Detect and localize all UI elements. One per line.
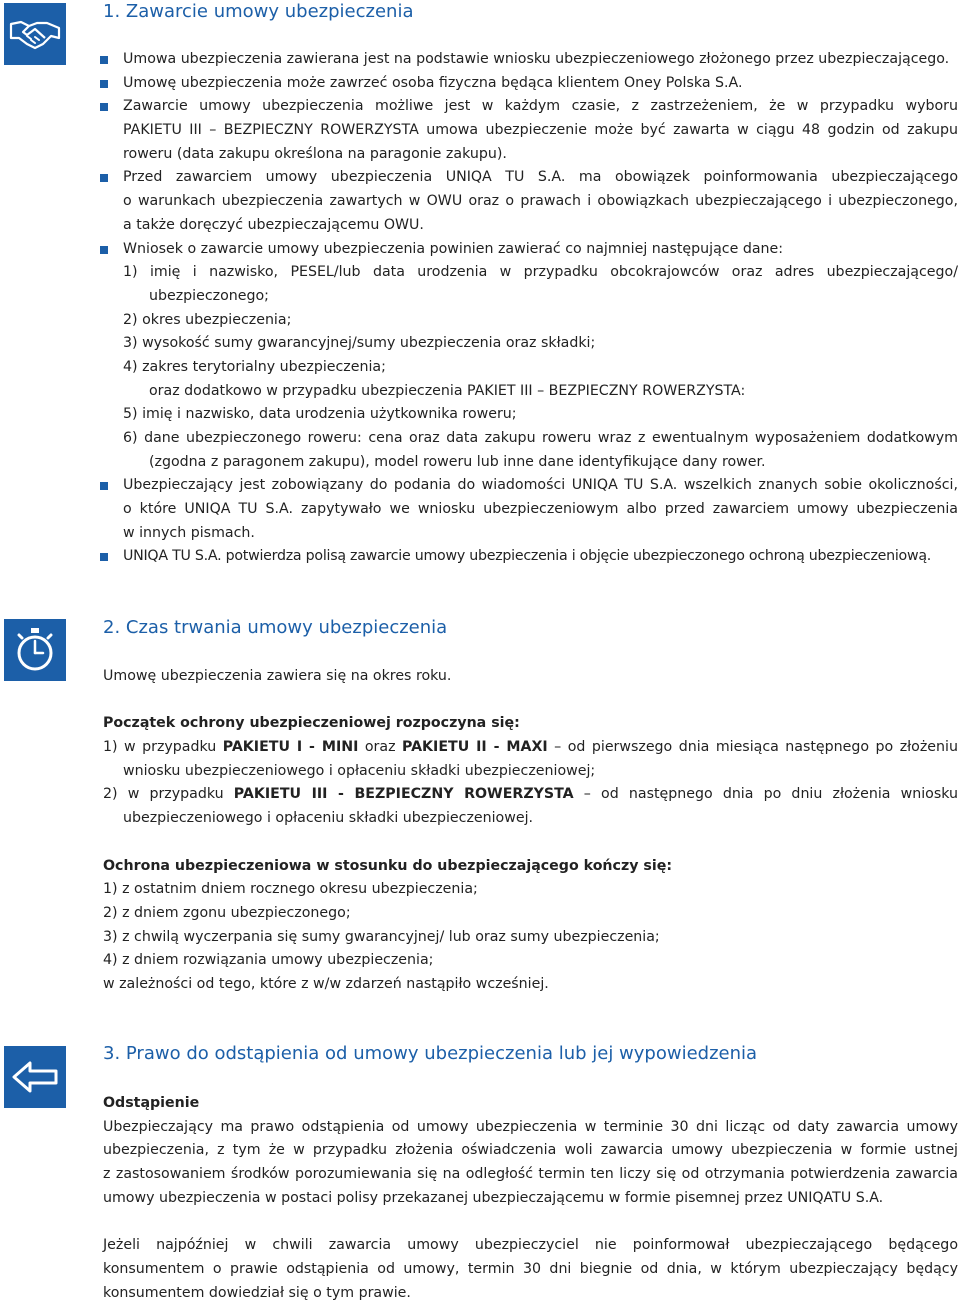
numbered-item-continuation: wniosku ubezpieczeniowego i opłaceniu składki ubezpieczeniowej;: [103, 760, 958, 784]
numbered-item: 3) wysokość sumy gwarancyjnej/sumy ubezpieczenia oraz składki;: [103, 332, 958, 356]
numbered-item: 1) imię i nazwisko, PESEL/lub data urodzenia w przypadku obcokrajowców oraz adres ubezpieczającego/: [103, 261, 958, 285]
paragraph-line: umowy ubezpieczenia w postaci polisy przekazanej ubezpieczającemu w formie pisemnej przez UNIQATU S.A.: [103, 1187, 958, 1211]
section-2-body: [103, 665, 958, 997]
numbered-list-note: oraz dodatkowo w przypadku ubezpieczenia PAKIET III – BEZPIECZNY ROWERZYSTA:: [103, 380, 958, 404]
arrow-left-icon: [10, 1057, 60, 1097]
section-3-body: [103, 1092, 958, 1305]
numbered-item: 3) z chwilą wyczerpania się sumy gwarancyjnej/ lub oraz sumy ubezpieczenia;: [103, 926, 958, 950]
numbered-item-continuation: ubezpieczonego;: [103, 285, 958, 309]
numbered-item: 4) zakres terytorialny ubezpieczenia;: [103, 356, 958, 380]
intro-text: Umowę ubezpieczenia zawiera się na okres roku.: [103, 665, 958, 689]
section-1-body: [103, 48, 958, 569]
paragraph-line: ubezpieczenia, z tym że w przypadku złożenia oświadczenia woli zawarcia umowy ubezpieczenia w formie ustnej: [103, 1139, 958, 1163]
handshake-icon: [9, 14, 61, 54]
list-item-continuation: a także doręczyć ubezpieczającemu OWU.: [103, 214, 958, 238]
list-item-continuation: PAKIETU III – BEZPIECZNY ROWERZYSTA umowa ubezpieczenie może być zawarta w ciągu 48 godzin od zakupu: [103, 119, 958, 143]
numbered-item: 4) z dniem rozwiązania umowy ubezpieczenia;: [103, 949, 958, 973]
subheading: Odstąpienie: [103, 1092, 958, 1116]
list-item: Zawarcie umowy ubezpieczenia możliwe jest w każdym czasie, z zastrzeżeniem, że w przypadku wyboru: [103, 95, 958, 119]
handshake-icon-box: [4, 3, 66, 65]
numbered-item-continuation: ubezpieczeniowego i opłaceniu składki ubezpieczeniowej.: [103, 807, 958, 831]
paragraph-line: konsumentem dowiedział się o tym prawie.: [103, 1282, 958, 1305]
numbered-item: 6) dane ubezpieczonego roweru: cena oraz data zakupu roweru wraz z ewentualnym wyposażeniem dodatkowym: [103, 427, 958, 451]
list-item: Umowa ubezpieczenia zawierana jest na podstawie wniosku ubezpieczeniowego złożonego przez ubezpieczającego.: [103, 48, 958, 72]
list-item: Umowę ubezpieczenia może zawrzeć osoba fizyczna będąca klientem Oney Polska S.A.: [103, 72, 958, 96]
numbered-item: 1) w przypadku PAKIETU I - MINI oraz PAKIETU II - MAXI – od pierwszego dnia miesiąca następnego po złożeniu: [103, 736, 958, 760]
numbered-item: 1) z ostatnim dniem rocznego okresu ubezpieczenia;: [103, 878, 958, 902]
stopwatch-icon-box: [4, 619, 66, 681]
section-1-title: 1. Zawarcie umowy ubezpieczenia: [103, 1, 413, 22]
list-item-continuation: roweru (data zakupu określona na paragonie zakupu).: [103, 143, 958, 167]
list-item-continuation: o które UNIQA TU S.A. zapytywało we wniosku ubezpieczeniowym albo przed zawarciem umowy ubezpieczenia: [103, 498, 958, 522]
list-item: Przed zawarciem umowy ubezpieczenia UNIQA TU S.A. ma obowiązek poinformowania ubezpieczającego: [103, 166, 958, 190]
paragraph-line: konsumentem o prawie odstąpienia od umowy, termin 30 dni biegnie od dnia, w którym ubezpieczający będący: [103, 1258, 958, 1282]
numbered-item: 5) imię i nazwisko, data urodzenia użytkownika roweru;: [103, 403, 958, 427]
stopwatch-icon: [13, 626, 57, 674]
numbered-item: 2) okres ubezpieczenia;: [103, 309, 958, 333]
list-item: Ubezpieczający jest zobowiązany do podania do wiadomości UNIQA TU S.A. wszelkich znanych sobie okoliczności,: [103, 474, 958, 498]
section-2-title: 2. Czas trwania umowy ubezpieczenia: [103, 617, 447, 638]
closing-text: w zależności od tego, które z w/w zdarzeń nastąpiło wcześniej.: [103, 973, 958, 997]
arrow-left-icon-box: [4, 1046, 66, 1108]
list-item: UNIQA TU S.A. potwierdza polisą zawarcie umowy ubezpieczenia i objęcie ubezpieczonego ochroną ubezpieczeniową.: [103, 545, 958, 569]
list-item-continuation: w innych pismach.: [103, 522, 958, 546]
end-heading: Ochrona ubezpieczeniowa w stosunku do ubezpieczającego kończy się:: [103, 855, 958, 879]
section-3-title: 3. Prawo do odstąpienia od umowy ubezpieczenia lub jej wypowiedzenia: [103, 1043, 757, 1064]
list-item-continuation: o warunkach ubezpieczenia zawartych w OWU oraz o prawach i obowiązkach ubezpieczającego i ubezpieczonego,: [103, 190, 958, 214]
paragraph-line: Jeżeli najpóźniej w chwili zawarcia umowy ubezpieczyciel nie poinformował ubezpieczającego będącego: [103, 1234, 958, 1258]
numbered-item-continuation: (zgodna z paragonem zakupu), model roweru lub inne dane identyfikujące dany rower.: [103, 451, 958, 475]
paragraph-line: z zastosowaniem środków porozumiewania się na odległość termin ten liczy się od otrzymania potwierdzenia zawarcia: [103, 1163, 958, 1187]
numbered-item: 2) z dniem zgonu ubezpieczonego;: [103, 902, 958, 926]
list-item: Wniosek o zawarcie umowy ubezpieczenia powinien zawierać co najmniej następujące dane:: [103, 238, 958, 262]
start-heading: Początek ochrony ubezpieczeniowej rozpoczyna się:: [103, 712, 958, 736]
paragraph-line: Ubezpieczający ma prawo odstąpienia od umowy ubezpieczenia w terminie 30 dni licząc od daty zawarcia umowy: [103, 1116, 958, 1140]
numbered-item: 2) w przypadku PAKIETU III - BEZPIECZNY ROWERZYSTA – od następnego dnia po dniu złożenia wniosku: [103, 783, 958, 807]
